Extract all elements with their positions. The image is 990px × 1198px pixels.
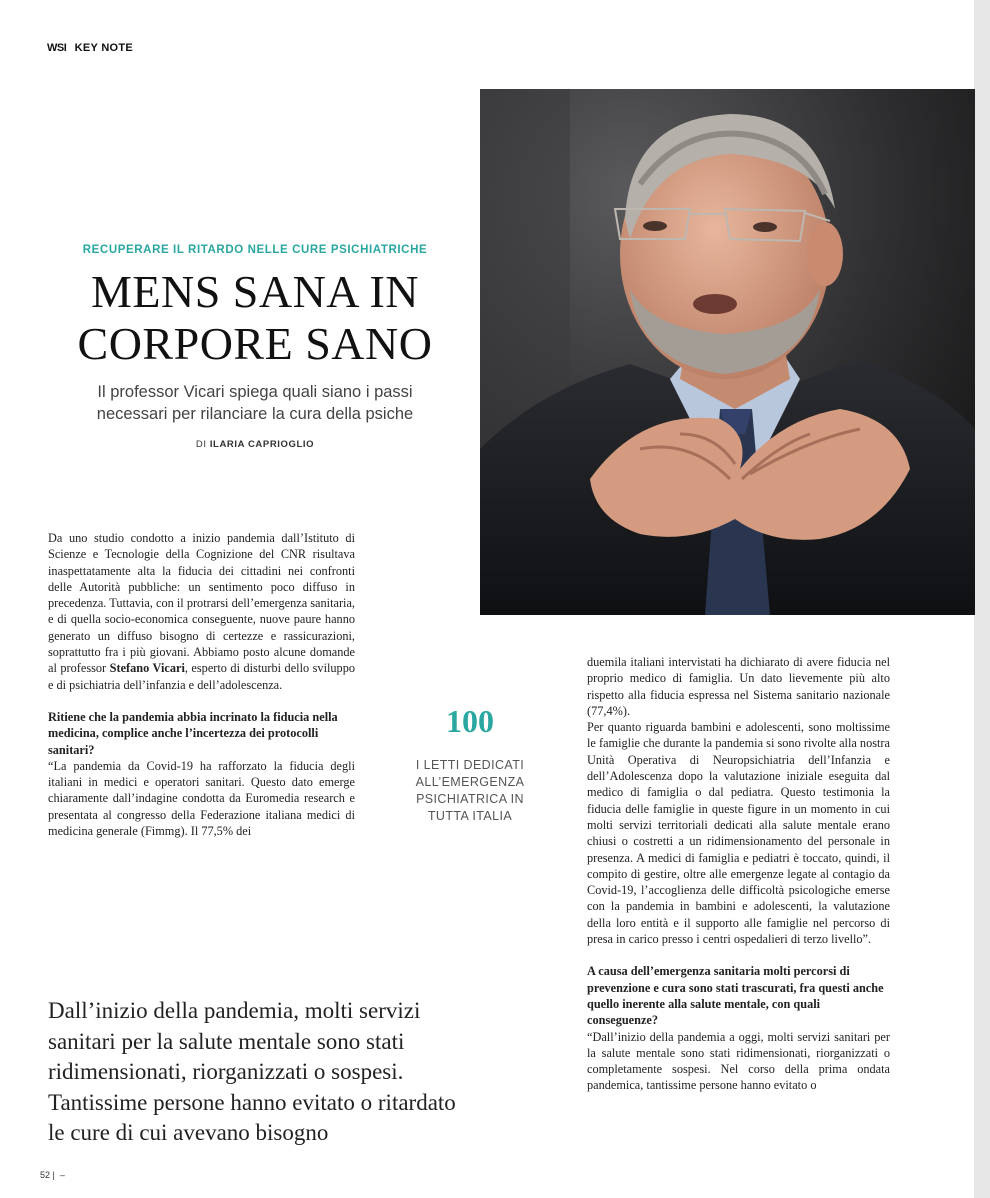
byline-author: ILARIA CAPRIOGLIO: [209, 439, 315, 450]
pull-quote-text: Dall’inizio della pandemia, molti servizi sanitari per la salute mentale sono stati ridimensionati, riorganizzati o sospesi. Tantissime persone hanno evitato o ritardato le cure di cui avevano bisogno: [48, 998, 456, 1145]
answer-2: “Dall’inizio della pandemia a oggi, molti servizi sanitari per la salute mentale sono stati ridimensionati, riorganizzati o completamente sospesi. Nel corso della prima ondata pandemica, tantissime persone hanno evitato o: [587, 1029, 890, 1093]
title-line-1: MENS SANA IN: [90, 266, 420, 317]
question-2: A causa dell’emergenza sanitaria molti percorsi di prevenzione e cura sono stati trascurati, fra questi anche quello inerente alla salute mentale, con quali conseguenze?: [587, 964, 884, 1028]
body-column-left: [48, 530, 355, 839]
page-number: 52 |: [40, 1170, 55, 1180]
answer-1: “La pandemia da Covid-19 ha rafforzato la fiducia degli italiani in medici e operatori sanitari. Questo dato emerge chiaramente dall’indagine condotta da Euromedia research e presentata al congresso della Federazione italiana medici di medicina generale (Fimmg). Il 77,5% dei: [48, 758, 355, 839]
article-title: [40, 266, 470, 370]
article-subtitle: [40, 381, 470, 425]
byline-prefix: DI: [195, 439, 207, 450]
page-footer: [40, 1170, 65, 1180]
body-column-right: [587, 654, 890, 1094]
portrait-photo: [480, 89, 975, 615]
stat-number: 100: [446, 703, 494, 739]
page-edge: [974, 0, 990, 1198]
title-line-2: CORPORE SANO: [77, 318, 433, 369]
magazine-logo: WSI: [47, 42, 67, 54]
question-1: Ritiene che la pandemia abbia incrinato la fiducia nella medicina, complice anche l’incertezza dei protocolli sanitari?: [48, 709, 338, 757]
stat-label: I LETTI DEDICATI ALL’EMERGENZA PSICHIATRICA IN TUTTA ITALIA: [415, 758, 525, 823]
intro-text-end: , esperto di disturbi dello sviluppo e di psichiatria dell’infanzia e dell’adolescenza.: [48, 661, 356, 692]
byline: [40, 439, 470, 450]
section-header: [47, 42, 133, 54]
article-kicker: RECUPERARE IL RITARDO NELLE CURE PSICHIATRICHE: [82, 244, 428, 256]
interviewee-name: Stefano Vicari: [109, 661, 185, 676]
pull-quote: [48, 996, 458, 1149]
footer-dash: –: [59, 1170, 65, 1180]
answer-1-continued: duemila italiani intervistati ha dichiarato di avere fiducia nel proprio medico di famiglia. Un dato lievemente più alto rispetto alla fiducia espressa nel Sistema sanitario nazionale (77,4%).: [587, 655, 890, 718]
intro-text: Da uno studio condotto a inizio pandemia dall’Istituto di Scienze e Tecnologie della Cognizione del CNR risultava inaspettatamente alta la fiducia dei cittadini nei confronti delle Autorità pubbliche: un sentimento poco diffuso in precedenza. Tuttavia, con il protrarsi dell’emergenza sanitaria, e di quella socio-economica conseguente, nuove paure hanno generato un diffuso bisogno di certezze e rassicurazioni, soprattutto fra i più giovani. Abbiamo posto alcune domande al professor: [48, 531, 355, 676]
subtitle-line-2: necessari per rilanciare la cura della psiche: [96, 405, 414, 423]
subtitle-line-1: Il professor Vicari spiega quali siano i passi: [97, 383, 413, 401]
portrait-illustration: [480, 89, 975, 615]
intro-paragraph: [48, 530, 355, 693]
paragraph-3: Per quanto riguarda bambini e adolescenti, sono moltissime le famiglie che durante la pandemia si sono rivolte alla nostra Unità Operativa di Neuropsichiatria dell’Infanzia e dell’Adolescenza dopo la valutazione iniziale eseguita dal medico di famiglia o dal pediatra. Questo testimonia la fiducia delle famiglie in queste figure in un momento in cui molti servizi territoriali dedicati alla salute mentale erano chiusi o costretti a un ridimensionamento del personale in presenza. A medici di famiglia e pediatri è toccato, quindi, il compito di gestire, oltre alle emergenze legate al contagio da Covid-19, l’accoglienza delle difficoltà psicologiche emerse con la pandemia in bambini e adolescenti, la valutazione della loro entità e il supporto alle famiglie nel percorso di presa in carico presso i centri ospedalieri di terzo livello”.: [587, 720, 890, 947]
section-label: KEY NOTE: [74, 42, 134, 54]
